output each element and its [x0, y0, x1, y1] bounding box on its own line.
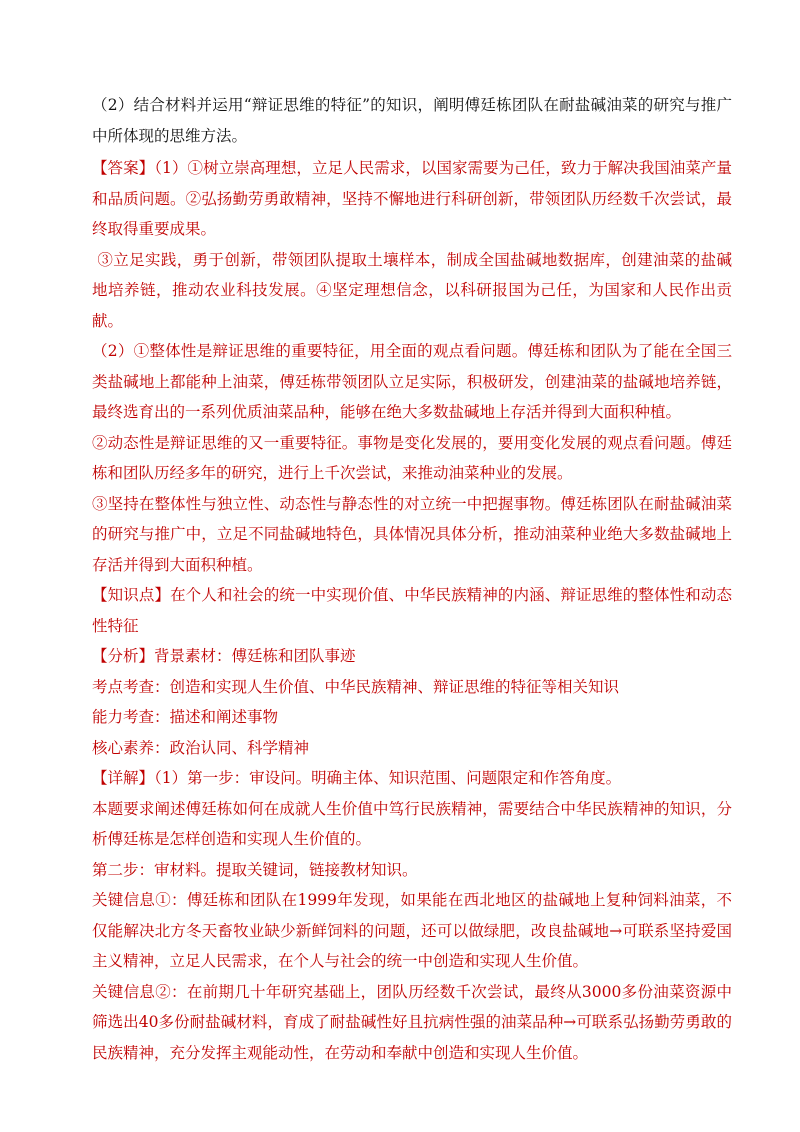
analysis-literacy: 核心素养：政治认同、科学精神 — [92, 738, 310, 757]
page-content — [92, 90, 732, 1068]
detail-key-info-1: 关键信息①：傅廷栋和团队在1999年发现，如果能在西北地区的盐碱地上复种饲料油菜，不仅能解决北方冬天畜牧业缺少新鲜饲料的问题，还可以做绿肥，改良盐碱地→可联系坚持爱国主义精神，立足人民需求，在个人与社会的统一中创造和实现人生价值。 — [92, 891, 732, 970]
detail-step1-text: （1）第一步：审设问。明确主体、知识范围、问题限定和作答角度。 — [154, 769, 622, 787]
answer-part2-c: ③坚持在整体性与独立性、动态性与静态性的对立统一中把握事物。傅廷栋团队在耐盐碱油菜的研究与推广中，立足不同盐碱地特色，具体情况具体分析，推动油菜种业绝大多数盐碱地上存活并得到大面积种植。 — [92, 494, 732, 574]
detail-step1 — [92, 763, 732, 794]
detail-key-info-2: 关键信息②：在前期几十年研究基础上，团队历经数千次尝试，最终从3000多份油菜资源中筛选出40多份耐盐碱材料，育成了耐盐碱性好且抗病性强的油菜品种→可联系弘扬勤劳勇敢的民族精神，充分发挥主观能动性，在劳动和奉献中创造和实现人生价值。 — [92, 982, 732, 1062]
answer-part1-a — [92, 153, 732, 245]
detail-requirement: 本题要求阐述傅廷栋如何在成就人生价值中笃行民族精神，需要结合中华民族精神的知识，分析傅廷栋是怎样创造和实现人生价值的。 — [92, 799, 732, 848]
analysis-ability: 能力考查：描述和阐述事物 — [92, 708, 279, 726]
question-text: （2）结合材料并运用“辩证思维的特征”的知识，阐明傅廷栋团队在耐盐碱油菜的研究与推广中所体现的思维方法。 — [92, 96, 732, 145]
knowledge-label: 【知识点】 — [92, 586, 171, 604]
answer-part2-b: ②动态性是辩证思维的又一重要特征。事物是变化发展的，要用变化发展的观点看问题。傅廷栋和团队历经多年的研究，进行上千次尝试，来推动油菜种业的发展。 — [92, 433, 732, 482]
answer-label: 【答案】 — [92, 159, 155, 177]
detail-label: 【详解】 — [92, 769, 155, 787]
answer-part1-a-text: （1）①树立崇高理想，立足人民需求，以国家需要为己任，致力于解决我国油菜产量和品质问题。②弘扬勤劳勇敢精神，坚持不懈地进行科研创新，带领团队历经数千次尝试，最终取得重要成果。 — [92, 159, 732, 238]
answer-part1-b: ③立足实践，勇于创新，带领团队提取土壤样本，制成全国盐碱地数据库，创建油菜的盐碱地培养链，推动农业科技发展。④坚定理想信念，以科研报国为己任，为国家和人民作出贡献。 — [92, 250, 732, 330]
knowledge-text: 在个人和社会的统一中实现价值、中华民族精神的内涵、辩证思维的整体性和动态性特征 — [92, 586, 732, 635]
detail-step2: 第二步：审材料。提取关键词，链接教材知识。 — [92, 860, 418, 879]
answer-part2-a: （2）①整体性是辩证思维的重要特征，用全面的观点看问题。傅廷栋和团队为了能在全国三类盐碱地上都能种上油菜，傅廷栋带领团队立足实际，积极研发，创建油菜的盐碱地培养链，最终选育出的一系列优质油菜品种，能够在绝大多数盐碱地上存活并得到大面积种植。 — [92, 342, 732, 421]
analysis-background-text: 背景素材：傅廷栋和团队事迹 — [154, 647, 356, 665]
analysis-background — [92, 641, 732, 672]
knowledge-point — [92, 580, 732, 641]
analysis-exam-points: 考点考查：创造和实现人生价值、中华民族精神、辩证思维的特征等相关知识 — [92, 677, 620, 696]
analysis-label: 【分析】 — [92, 647, 155, 665]
